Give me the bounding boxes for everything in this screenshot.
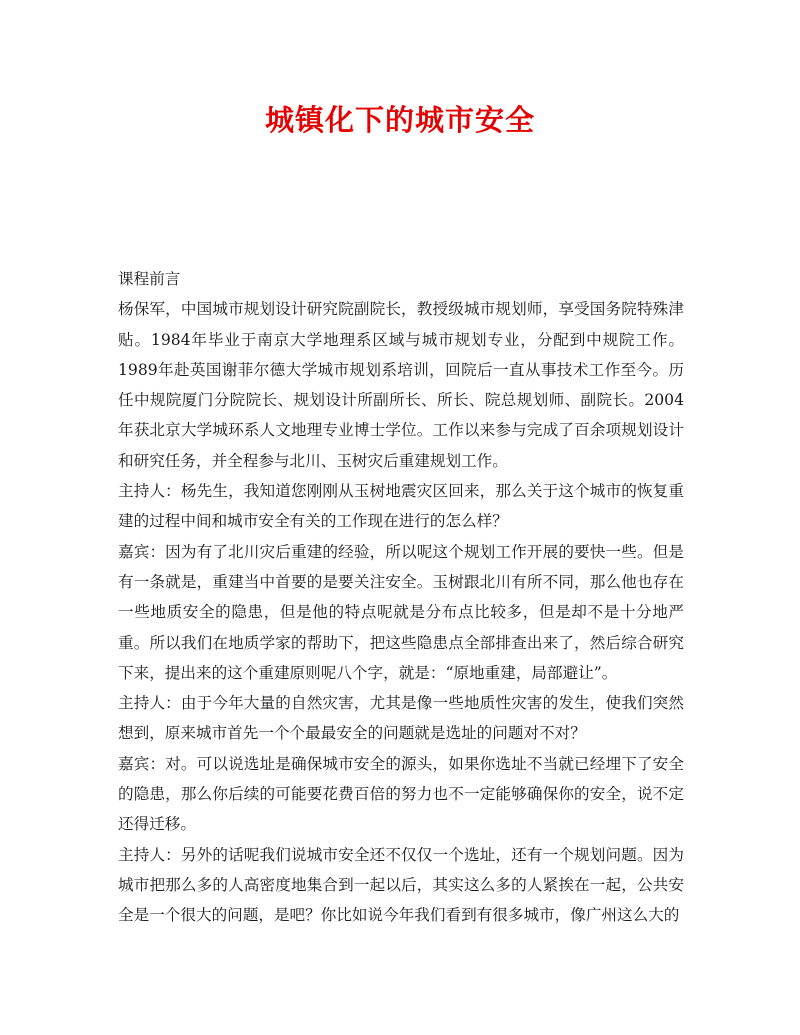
paragraph-guest-answer-1: 嘉宾：因为有了北川灾后重建的经验，所以呢这个规划工作开展的要快一些。但是有一条就是，重建当中首要的是要关注安全。玉树跟北川有所不同，那么他也存在一些地质安全的隐患，但是他的特点呢就是分布点比较多，但是却不是十分地严重。所以我们在地质学家的帮助下，把这些隐患点全部排查出来了，然后综合研究下来，提出来的这个重建原则呢八个字，就是：“原地重建，局部避让”。 — [118, 542, 684, 682]
document-title: 城镇化下的城市安全 — [264, 103, 535, 137]
paragraph-guest-answer-2: 嘉宾：对。可以说选址是确保城市安全的源头，如果你选址不当就已经埋下了安全的隐患，那么你后续的可能要花费百倍的努力也不一定能够确保你的安全，说不定还得迁移。 — [118, 754, 684, 834]
section-heading: 课程前言 — [118, 270, 181, 288]
paragraph-host-question-1: 主持人：杨先生，我知道您刚刚从玉树地震灾区回来，那么关于这个城市的恢复重建的过程中间和城市安全有关的工作现在进行的怎么样？ — [118, 482, 684, 531]
paragraph-bio: 杨保军，中国城市规划设计研究院副院长，教授级城市规划师，享受国务院特殊津贴。1984年毕业于南京大学地理系区域与城市规划专业，分配到中规院工作。1989年赴英国谢菲尔德大学城市规划系培训，回院后一直从事技术工作至今。历任中规院厦门分院院长、规划设计所副所长、所长、院总规划师、副院长。2004年获北京大学城环系人文地理专业博士学位。工作以来参与完成了百余项规划设计和研究任务，并全程参与北川、玉树灾后重建规划工作。 — [118, 300, 684, 470]
document-body — [118, 264, 684, 931]
paragraph-host-question-2: 主持人：由于今年大量的自然灾害，尤其是像一些地质性灾害的发生，使我们突然想到，原来城市首先一个个最最安全的问题就是选址的问题对不对？ — [118, 694, 684, 743]
paragraph-host-question-3: 主持人：另外的话呢我们说城市安全还不仅仅一个选址，还有一个规划问题。因为城市把那么多的人高密度地集合到一起以后，其实这么多的人紧挨在一起，公共安全是一个很大的问题，是吧？你比如说今年我们看到有很多城市，像广州这么大的 — [118, 845, 684, 925]
